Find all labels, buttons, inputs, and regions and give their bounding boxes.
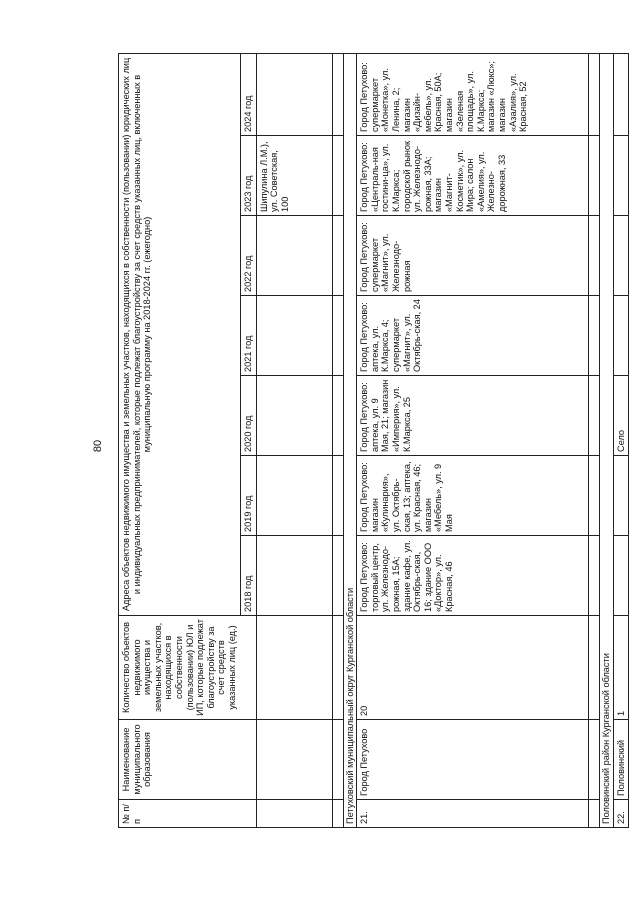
header-municipality: Наименование муниципального образования: [119, 720, 257, 800]
cell-2020: Село: [613, 376, 629, 456]
row-count: 1: [613, 616, 629, 720]
header-year-2022: 2022 год: [241, 216, 257, 296]
section-header-row: [600, 53, 614, 827]
header-addresses: Адреса объектов недвижимого имущества и земельных участков, находящихся в собственности (пользовании) юридических лиц и индивидуальных предпринимателей, которые подлежат благоустройству за счет средств указанных лиц, включенных в муниципальную программу на 2018-2024 гг. (ежегодно): [119, 53, 241, 615]
objects-table: [118, 53, 629, 828]
cell-2018: [613, 536, 629, 616]
header-no: № п/п: [119, 800, 257, 828]
header-year-2023: 2023 год: [241, 136, 257, 216]
cell-2023: [613, 136, 629, 216]
page-number: 80: [92, 439, 105, 453]
cell-2018: Город Петухово: торговый центр, ул. Железнодо-рожная, 15А; здание кафе, ул. Октябрь-ская, 16; здание ООО «Доктор», ул. Красная, 46: [357, 536, 589, 616]
table-row: [613, 53, 629, 827]
section-title: Петуховский муниципальный округ Курганской области: [343, 53, 357, 827]
section-title: Половинский район Курганской области: [600, 53, 614, 827]
row-number: 21.: [357, 800, 589, 828]
cell-2024: Город Петухово: супермаркет «Монетка», ул. Ленина, 2; магазин «Дизайн-мебель», ул. Красная, 50А; магазин «Зеленая площадь», ул. К.Маркса; магазин «Люкс»; магазин «Азалия», ул. Красная, 52: [357, 53, 589, 135]
continuation-cell-2023: Шипулина Л.М.), ул. Советская, 100: [256, 136, 332, 216]
header-year-2021: 2021 год: [241, 296, 257, 376]
row-count: 20: [357, 616, 589, 720]
cell-2024: [613, 53, 629, 135]
row-number: 22.: [613, 800, 629, 828]
row-municipality: Половинский: [613, 720, 629, 800]
header-year-2019: 2019 год: [241, 456, 257, 536]
section-header-row: [343, 53, 357, 827]
continuation-row: [256, 53, 332, 827]
cell-2022: [613, 216, 629, 296]
cell-2021: [613, 296, 629, 376]
cell-2020: Город Петухово: аптека, ул. 9 Мая, 21; магазин «Империя», ул. К.Маркса, 25: [357, 376, 589, 456]
cell-2019: [613, 456, 629, 536]
header-year-2020: 2020 год: [241, 376, 257, 456]
cell-2021: Город Петухово: аптека, ул. К.Маркса, 4; супермаркет «Магнит», ул. Октябрь-ская, 24: [357, 296, 589, 376]
header-count: Количество объектов недвижимого имущества и земельных участков, находящихся в собственности (пользовании) ЮЛ и ИП, которые подлежат благоустройству за счет средств указанных лиц (ед.): [119, 616, 257, 720]
cell-2023: Город Петухово: «Централь-ная гостини-ца», ул. К.Маркса; городской рынок ул. Железнодо-рожная, 33А; магазин «Магнит-Косметик», ул. Мира; салон «Амелия», ул. Железно-дорожная, 33: [357, 136, 589, 216]
header-year-2024: 2024 год: [241, 53, 257, 135]
header-year-2018: 2018 год: [241, 536, 257, 616]
table-row: [357, 53, 589, 827]
rotated-table-container: [118, 54, 626, 828]
row-municipality: Город Петухово: [357, 720, 589, 800]
cell-2022: Город Петухово: супермаркет «Магнит», ул. Железнодо-рожная: [357, 216, 589, 296]
cell-2019: Город Петухово: магазин «Кулинария», ул. Октябрь-ская, 13; аптека, ул. Красная, 46; магазин «Мебель», ул. 9 Мая: [357, 456, 589, 536]
